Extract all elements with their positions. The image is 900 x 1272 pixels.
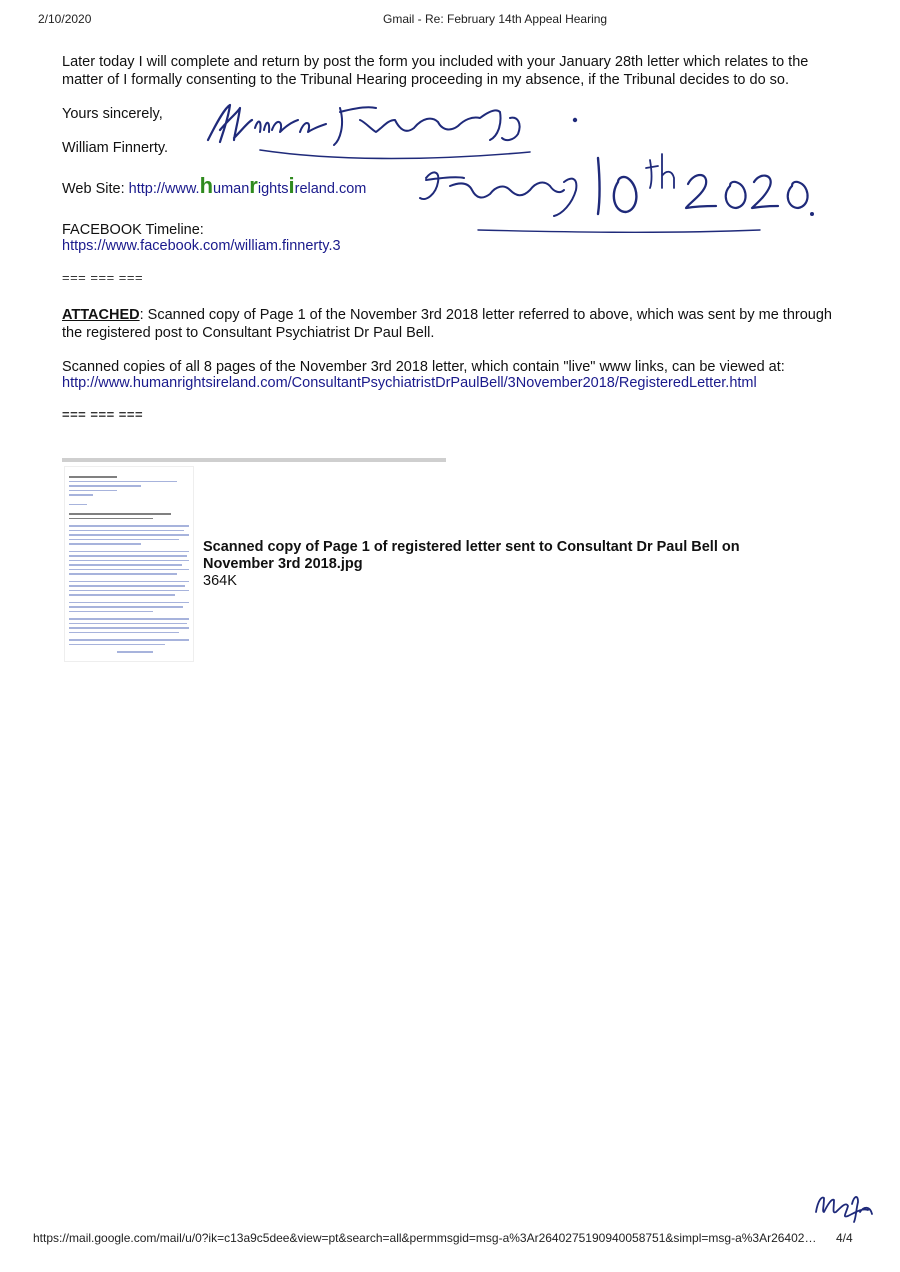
- separator-2: === === ===: [62, 407, 144, 422]
- paragraph-consent-form: Later today I will complete and return by post the form you included with your January 28th letter which relates to the matter of I formally consenting to the Tribunal Hearing proceeding in my absence, if the Tribunal decides to do so.: [62, 54, 809, 88]
- website-label: Web Site:: [62, 181, 125, 197]
- handwritten-initials: [812, 1186, 878, 1226]
- attachment-size: 364K: [203, 573, 237, 589]
- website-link[interactable]: http://www.humanrightsireland.com: [128, 173, 367, 198]
- attached-paragraph: [62, 306, 832, 342]
- closing: Yours sincerely,: [62, 106, 163, 122]
- facebook-link[interactable]: https://www.facebook.com/william.finnerty.3: [62, 238, 341, 254]
- print-title: Gmail - Re: February 14th Appeal Hearing: [383, 12, 608, 26]
- sender-name: William Finnerty.: [62, 140, 169, 156]
- attached-text: : Scanned copy of Page 1 of the November 3rd 2018 letter referred to above, which was sent by me through the registered post to Consultant Psychiatrist Dr Paul Bell.: [62, 307, 832, 341]
- footer-url: https://mail.google.com/mail/u/0?ik=c13a9c5dee&view=pt&search=all&permmsgid=msg-a%3Ar2640275190940058751&simpl=msg-a%3Ar26402…: [33, 1231, 817, 1245]
- print-date: 2/10/2020: [38, 12, 92, 26]
- attachment-filename[interactable]: Scanned copy of Page 1 of registered letter sent to Consultant Dr Paul Bell on November 3rd 2018.jpg: [203, 539, 740, 572]
- attachment-divider: [62, 458, 446, 462]
- handwritten-signature-and-date: [200, 90, 820, 250]
- facebook-label: FACEBOOK Timeline:: [62, 222, 204, 238]
- scanned-paragraph: Scanned copies of all 8 pages of the November 3rd 2018 letter, which contain "live" www links, can be viewed at:: [62, 359, 785, 375]
- attachment-thumbnail[interactable]: [64, 466, 194, 662]
- footer-page-number: 4/4: [836, 1231, 853, 1245]
- attached-label: ATTACHED: [62, 307, 140, 323]
- separator: === === ===: [62, 270, 144, 285]
- registered-letter-link[interactable]: http://www.humanrightsireland.com/ConsultantPsychiatristDrPaulBell/3November2018/RegisteredLetter.html: [62, 375, 757, 391]
